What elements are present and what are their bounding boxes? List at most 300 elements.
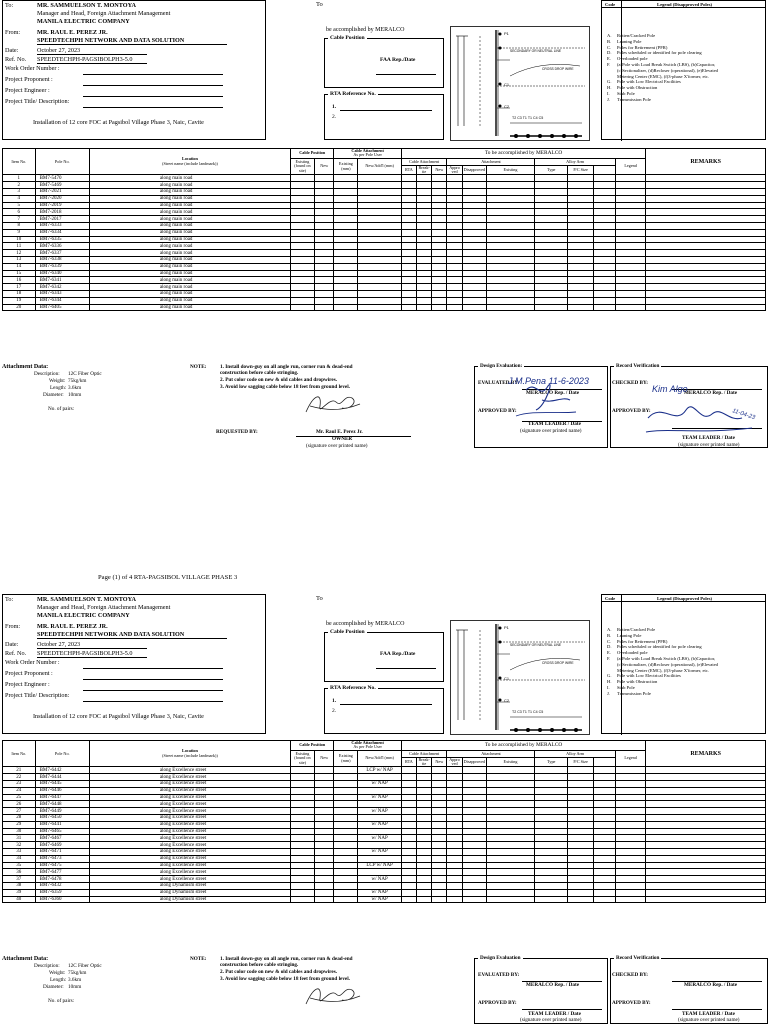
cell	[401, 801, 416, 808]
header-cell	[314, 750, 334, 767]
cell	[314, 297, 334, 304]
new-add-cell	[358, 270, 401, 277]
column-header: Disapproved	[463, 166, 486, 172]
pole-no-cell: BM7-6335	[35, 236, 89, 243]
cell	[290, 209, 314, 216]
location-cell: along Excellence street	[89, 842, 290, 849]
legend-code: C.	[607, 638, 612, 644]
cell	[594, 848, 616, 855]
pole-no-cell: BM7-6338	[35, 256, 89, 263]
pole-no-cell: BM7-6477	[35, 869, 89, 876]
cell	[615, 256, 645, 263]
header-cell	[3, 741, 36, 767]
cell	[417, 304, 432, 311]
cell	[646, 855, 766, 862]
cell	[401, 250, 416, 257]
location-cell: along main road	[89, 195, 290, 202]
item-no-cell: 30	[3, 828, 36, 835]
cell	[462, 882, 486, 889]
new-add-cell	[358, 869, 401, 876]
table-row	[3, 243, 766, 250]
header-cell	[615, 750, 645, 767]
cell	[401, 284, 416, 291]
table-row	[3, 223, 766, 230]
record-caption: (signature over printed name)	[678, 1017, 740, 1023]
cell	[462, 297, 486, 304]
location-cell: along Excellence street	[89, 876, 290, 883]
ref-label: Ref. No.	[5, 56, 27, 63]
cell	[646, 781, 766, 788]
table-row	[3, 835, 766, 842]
to-label: To:	[5, 2, 14, 9]
cell	[447, 202, 462, 209]
cell	[646, 256, 766, 263]
location-cell: along main road	[89, 297, 290, 304]
cell	[594, 828, 616, 835]
legend-text: Overloaded pole	[617, 56, 648, 62]
cell	[615, 182, 645, 189]
rta-2: 2.	[332, 708, 337, 714]
legend-text: Leaning Pole	[617, 38, 642, 44]
table-row	[3, 808, 766, 815]
record-verification-title: Record Verification	[616, 955, 660, 961]
cell	[314, 263, 334, 270]
cell	[417, 781, 432, 788]
cell	[568, 801, 594, 808]
cell	[594, 882, 616, 889]
cell	[290, 828, 314, 835]
cell	[568, 202, 594, 209]
cell	[432, 882, 447, 889]
project-description: Installation of 12 core FOC at Pagsibol Village Phase 3, Naic, Cavite	[33, 713, 204, 720]
cell	[615, 263, 645, 270]
cell	[401, 270, 416, 277]
cell	[447, 223, 462, 230]
legend-text: Stub Pole	[617, 684, 635, 690]
column-header: Alloy Arm	[566, 750, 585, 756]
rta-1: 1.	[332, 698, 337, 704]
legend-text: (c)Sectionalizer, (d)Recloser (operational), (e)Elevated	[617, 661, 718, 667]
cell	[447, 284, 462, 291]
cell	[314, 896, 334, 903]
cell	[535, 842, 568, 849]
cell	[486, 270, 535, 277]
header-cell	[290, 750, 314, 767]
cell	[314, 848, 334, 855]
cell	[486, 767, 535, 774]
to-name: MR. SAMMUELSON T. MONTOYA	[37, 2, 136, 9]
cell	[646, 236, 766, 243]
cell	[290, 216, 314, 223]
cell	[314, 767, 334, 774]
cell	[535, 801, 568, 808]
cell	[432, 175, 447, 182]
cell	[615, 175, 645, 182]
pole-no-cell: BM7-6448	[35, 801, 89, 808]
cell	[646, 263, 766, 270]
table-row	[3, 787, 766, 794]
column-header: To be accomplished by MERALCO	[484, 741, 563, 748]
new-add-cell	[358, 815, 401, 822]
cell	[615, 767, 645, 774]
cell	[417, 290, 432, 297]
cell	[486, 202, 535, 209]
date-label: Date:	[5, 641, 19, 648]
cell	[535, 774, 568, 781]
cell	[290, 182, 314, 189]
cell	[401, 896, 416, 903]
cell	[290, 882, 314, 889]
location-cell: along main road	[89, 256, 290, 263]
header-cell	[401, 149, 645, 159]
legend-code: C.	[607, 44, 612, 50]
attachment-data-title: Attachment Data:	[2, 956, 49, 962]
pole-no-cell: BM7-6449	[35, 808, 89, 815]
column-header: New	[320, 163, 329, 169]
cell	[462, 189, 486, 196]
location-cell: along Excellence street	[89, 862, 290, 869]
cell	[594, 835, 616, 842]
cell	[615, 290, 645, 297]
header-cell	[89, 741, 290, 767]
legend-code: H.	[607, 85, 612, 91]
cell	[594, 889, 616, 896]
cell	[462, 223, 486, 230]
cell	[486, 896, 535, 903]
table-row	[3, 290, 766, 297]
column-header: Existing (found on site)	[294, 751, 311, 765]
cell	[290, 787, 314, 794]
table-row	[3, 855, 766, 862]
cell	[646, 876, 766, 883]
cell	[432, 209, 447, 216]
cell	[535, 250, 568, 257]
cell	[615, 848, 645, 855]
cell	[535, 195, 568, 202]
table-row	[3, 189, 766, 196]
cell	[594, 290, 616, 297]
item-no-cell: 12	[3, 250, 36, 257]
cell	[314, 277, 334, 284]
cell	[462, 774, 486, 781]
column-header: Item No.	[11, 158, 27, 164]
cell	[594, 896, 616, 903]
column-header: Appro ved	[449, 757, 460, 767]
legend-code: I.	[607, 90, 610, 96]
rta-1: 1.	[332, 104, 337, 110]
table-row	[3, 270, 766, 277]
cell	[447, 801, 462, 808]
table-row	[3, 876, 766, 883]
cell	[447, 828, 462, 835]
cell	[401, 277, 416, 284]
new-add-cell	[358, 277, 401, 284]
pole-no-cell: BM7-6343	[35, 290, 89, 297]
cell	[568, 250, 594, 257]
diameter-value: 10mm	[68, 984, 82, 990]
cell	[334, 202, 358, 209]
cell	[486, 774, 535, 781]
cell	[615, 216, 645, 223]
column-header: To be accomplished by MERALCO	[484, 149, 563, 156]
verifier-signature	[642, 374, 768, 444]
cell	[447, 808, 462, 815]
new-add-cell: w/ NAP	[358, 848, 401, 855]
cell	[314, 835, 334, 842]
cell	[290, 236, 314, 243]
cell	[334, 801, 358, 808]
pole-no-cell: BM7-6444	[35, 774, 89, 781]
header-cell	[358, 750, 401, 767]
cell	[615, 815, 645, 822]
location-cell: along main road	[89, 223, 290, 230]
cell	[462, 876, 486, 883]
cell	[417, 202, 432, 209]
attachment-data-title: Attachment Data:	[2, 364, 49, 370]
cell	[432, 808, 447, 815]
cell	[290, 821, 314, 828]
cell	[417, 229, 432, 236]
cell	[432, 801, 447, 808]
cell	[535, 781, 568, 788]
location-cell: along main road	[89, 284, 290, 291]
cell	[615, 243, 645, 250]
table-row	[3, 297, 766, 304]
cell	[432, 216, 447, 223]
cell	[417, 808, 432, 815]
cell	[486, 801, 535, 808]
new-add-cell	[358, 229, 401, 236]
cell	[432, 876, 447, 883]
table-row	[3, 263, 766, 270]
new-add-cell	[358, 175, 401, 182]
cell	[462, 781, 486, 788]
faa-rep-label: FAA Rep./Date	[380, 651, 416, 657]
meralco-rep-label: MERALCO Rep. / Date	[526, 982, 580, 988]
new-add-cell	[358, 774, 401, 781]
legend-code: F.	[607, 61, 611, 67]
location-cell: along main road	[89, 243, 290, 250]
cell	[314, 243, 334, 250]
pole-no-cell: BM7-6469	[35, 842, 89, 849]
cell	[417, 216, 432, 223]
team-leader-label: TEAM LEADER / Date	[682, 435, 735, 441]
cell	[646, 842, 766, 849]
cell	[334, 781, 358, 788]
diagram-c2: C2	[504, 104, 510, 109]
cell	[432, 896, 447, 903]
owner-signature	[300, 388, 364, 418]
cell	[401, 835, 416, 842]
cell	[486, 243, 535, 250]
cell	[417, 815, 432, 822]
cell	[615, 284, 645, 291]
item-no-cell: 39	[3, 889, 36, 896]
cell	[568, 216, 594, 223]
cell	[568, 876, 594, 883]
cell	[568, 175, 594, 182]
pole-no-cell: BM7-6405	[35, 304, 89, 311]
cell	[290, 869, 314, 876]
new-add-cell	[358, 304, 401, 311]
cell	[594, 862, 616, 869]
header-cell	[290, 741, 333, 751]
cell	[594, 277, 616, 284]
note-label: NOTE:	[190, 956, 207, 962]
cell	[646, 277, 766, 284]
location-cell: along main road	[89, 250, 290, 257]
cell	[432, 223, 447, 230]
item-no-cell: 26	[3, 801, 36, 808]
cell	[417, 270, 432, 277]
cell	[535, 277, 568, 284]
cell	[334, 175, 358, 182]
cell	[334, 815, 358, 822]
header-cell	[401, 750, 447, 757]
cell	[447, 195, 462, 202]
cell	[568, 808, 594, 815]
cell	[646, 209, 766, 216]
new-add-cell: w/ NAP	[358, 808, 401, 815]
pole-no-cell: BM7-6471	[35, 848, 89, 855]
cell	[486, 189, 535, 196]
cell	[568, 821, 594, 828]
column-header: Appro ved	[449, 165, 460, 175]
cell	[615, 855, 645, 862]
cell	[432, 229, 447, 236]
cell	[646, 821, 766, 828]
cell	[290, 774, 314, 781]
cell	[535, 243, 568, 250]
pole-no-cell: BM7-2019	[35, 202, 89, 209]
cell	[646, 223, 766, 230]
cell	[486, 195, 535, 202]
cell	[486, 882, 535, 889]
cell	[615, 801, 645, 808]
cell	[334, 250, 358, 257]
legend-header: Legend (Disapproved Poles)	[657, 2, 713, 7]
table-row	[3, 882, 766, 889]
cell	[486, 290, 535, 297]
cell	[646, 175, 766, 182]
table-row	[3, 828, 766, 835]
to-right-label: To	[316, 595, 323, 602]
diagram-secondary: SECONDARY OR NEUTRAL LINE	[510, 49, 562, 53]
cell	[535, 263, 568, 270]
column-subheader: (Street name (include landmark))	[162, 752, 218, 758]
cell	[447, 876, 462, 883]
cell	[594, 209, 616, 216]
cell	[314, 250, 334, 257]
cell	[615, 223, 645, 230]
note-label: NOTE:	[190, 364, 207, 370]
item-no-cell: 19	[3, 297, 36, 304]
cell	[290, 848, 314, 855]
cell	[646, 250, 766, 257]
cell	[535, 304, 568, 311]
item-no-cell: 3	[3, 189, 36, 196]
cell	[462, 801, 486, 808]
cell	[314, 842, 334, 849]
diameter-value: 10mm	[68, 392, 82, 398]
cell	[334, 256, 358, 263]
column-header: Pole No.	[54, 158, 70, 164]
diagram-slots: T2 C3 T1 T1 C4 C5	[512, 710, 544, 714]
cell	[568, 815, 594, 822]
cell	[447, 781, 462, 788]
cell	[290, 250, 314, 257]
pole-diagram	[450, 620, 590, 735]
header-cell	[447, 158, 535, 165]
table-row	[3, 781, 766, 788]
cell	[568, 236, 594, 243]
cell	[535, 882, 568, 889]
cell	[290, 270, 314, 277]
column-subheader: (Street name (include landmark))	[162, 160, 218, 166]
diameter-label: Diameter:	[43, 984, 64, 990]
cell	[486, 855, 535, 862]
cell	[462, 304, 486, 311]
cell	[646, 767, 766, 774]
diagram-p1: P1	[504, 31, 509, 36]
cell	[462, 828, 486, 835]
cell	[290, 175, 314, 182]
cell	[568, 774, 594, 781]
header-cell	[447, 165, 462, 175]
cell	[594, 284, 616, 291]
legend-text: (c)Sectionalizer, (d)Recloser (operational), (e)Elevated	[617, 67, 718, 73]
note-1a: 1. Install down-guy on all angle run, corner run & dead-end	[220, 956, 353, 962]
cell	[462, 284, 486, 291]
design-caption: (signature over printed name)	[520, 1017, 582, 1023]
new-add-cell	[358, 297, 401, 304]
cell	[334, 767, 358, 774]
cell	[417, 236, 432, 243]
design-evaluation-title: Design Evaluation	[480, 955, 521, 961]
location-cell: along Excellence street	[89, 828, 290, 835]
cell	[447, 175, 462, 182]
cell	[401, 828, 416, 835]
column-header: Location	[182, 156, 198, 162]
diagram-slots: T2 C3 T1 T1 C4 C5	[512, 116, 544, 120]
cell	[401, 876, 416, 883]
pole-no-cell: BM7-6344	[35, 297, 89, 304]
item-no-cell: 16	[3, 277, 36, 284]
table-row	[3, 842, 766, 849]
cell	[568, 842, 594, 849]
cell	[447, 243, 462, 250]
cell	[568, 848, 594, 855]
cell	[486, 862, 535, 869]
cell	[594, 182, 616, 189]
cell	[417, 209, 432, 216]
diagram-c1: C1	[504, 82, 510, 87]
legend-code: B.	[607, 632, 612, 638]
diagram-c1: C1	[504, 676, 510, 681]
legend-item	[607, 97, 765, 103]
new-add-cell	[358, 284, 401, 291]
pole-no-cell: BM7-6445	[35, 781, 89, 788]
cell	[334, 216, 358, 223]
cell	[447, 848, 462, 855]
cell	[646, 774, 766, 781]
note-2: 2. Put color code on new & old cables and dropwires.	[220, 377, 338, 383]
cell	[447, 869, 462, 876]
header-cell	[401, 165, 416, 175]
pole-no-cell: BM7-6360	[35, 896, 89, 903]
new-add-cell: w/ NAP	[358, 821, 401, 828]
pole-no-cell: BM7-2018	[35, 209, 89, 216]
